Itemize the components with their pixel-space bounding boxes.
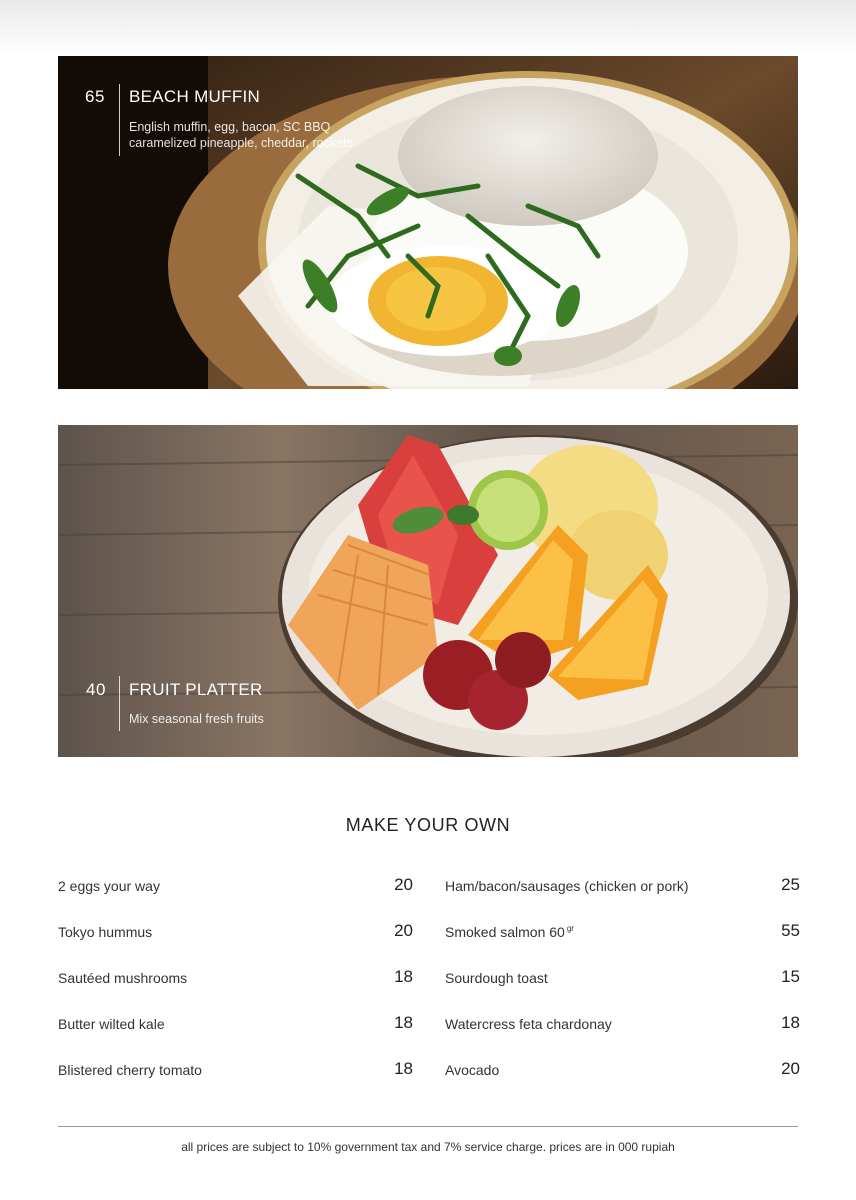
section-title: MAKE YOUR OWN [345,815,511,835]
dish-number: 40 [86,680,106,699]
menu-item-name: Smoked salmon 60 [445,924,565,940]
menu-item-name: Watercress feta chardonay [445,1016,612,1032]
dish-name: FRUIT PLATTER [129,680,263,699]
menu-row [445,1054,800,1100]
menu-row [58,1054,413,1100]
footer-divider [58,1126,798,1127]
menu-item-name: Blistered cherry tomato [58,1062,202,1078]
menu-row [445,916,800,962]
menu-item-name: Sautéed mushrooms [58,970,188,986]
menu-item-price: 18 [394,1013,413,1032]
menu-item-price: 18 [394,1059,413,1078]
dish-description-line: English muffin, egg, bacon, SC BBQ [129,120,331,134]
dish-description-line: Mix seasonal fresh fruits [129,712,264,726]
menu-item-price: 20 [781,1059,800,1078]
menu-item-name: Sourdough toast [445,970,548,986]
menu-row [58,916,413,962]
menu-item-price: 25 [781,875,800,894]
dish-name: BEACH MUFFIN [129,87,261,106]
menu-item-price: 20 [394,921,413,940]
dish-number: 65 [85,87,105,106]
fruit-platter-illustration [58,425,798,757]
dish-separator [119,676,120,731]
menu-item-price: 20 [394,875,413,894]
menu-item-price: 55 [781,921,800,940]
menu-row [58,870,413,916]
menu-item-name: Ham/bacon/sausages (chicken or pork) [445,878,689,894]
weight-unit: gr [566,924,574,933]
menu-item-name: Butter wilted kale [58,1016,165,1032]
menu-row [445,962,800,1008]
menu-row [445,870,800,916]
menu-item-name: Avocado [445,1062,500,1078]
menu-row [58,1008,413,1054]
dish-separator [119,84,120,156]
menu-item-price: 18 [394,967,413,986]
menu-row [58,962,413,1008]
menu-item-price: 18 [781,1013,800,1032]
menu-row [445,1008,800,1054]
menu-item-name: 2 eggs your way [58,878,160,894]
menu-item-price: 15 [781,967,800,986]
menu-item-name: Tokyo hummus [58,924,153,940]
dish-description-line: caramelized pineapple, cheddar, rockets [129,136,353,150]
menu-item-name-wrap [445,924,574,940]
page-top-fade [0,0,856,56]
menu-column-left [58,870,413,1100]
footer-note: all prices are subject to 10% government tax and 7% service charge. prices are in 000 rupiah [181,1140,675,1154]
beach-muffin-photo [58,56,798,389]
fruit-platter-photo [58,425,798,757]
menu-column-right [445,870,800,1100]
